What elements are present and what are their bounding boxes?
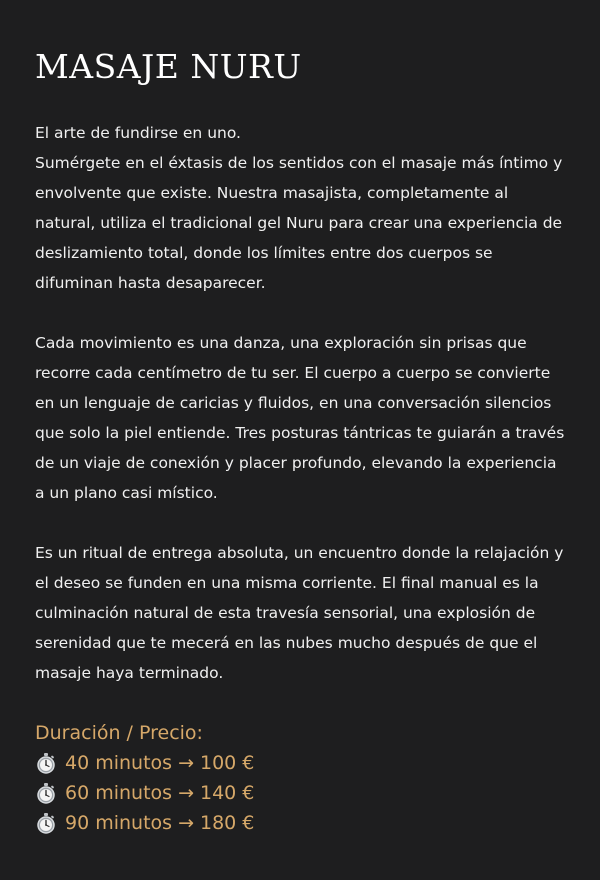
movement-text: Cada movimiento es una danza, una exploración sin prisas que recorre cada centímetro de tu ser. El cuerpo a cuerpo se convierte en un lenguaje de caricias y fluidos, en una conversación silencios que solo la piel entiende. Tres posturas tántricas te guiarán a través de un viaje de conexión y placer profundo, elevando la experiencia a un plano casi místico. xyxy=(35,334,565,502)
arrow-glyph: → xyxy=(178,782,194,804)
content xyxy=(35,44,570,838)
intro-tagline: El arte de fundirse en uno. xyxy=(35,124,241,142)
price-option-40 xyxy=(35,748,570,778)
duration-label: 40 minutos xyxy=(65,752,173,774)
page-title: MASAJE NURU xyxy=(35,47,302,86)
duration-label: 90 minutos xyxy=(65,812,173,834)
paragraph-intro xyxy=(35,118,570,298)
paragraph-movement xyxy=(35,328,570,508)
price-option-90 xyxy=(35,808,570,838)
pricing-section xyxy=(35,718,570,838)
stopwatch-icon xyxy=(35,812,57,834)
pricing-heading: Duración / Precio: xyxy=(35,722,203,744)
price-label: 100 € xyxy=(199,752,255,774)
price-option-60 xyxy=(35,778,570,808)
price-label: 140 € xyxy=(199,782,255,804)
ritual-text: Es un ritual de entrega absoluta, un encuentro donde la relajación y el deseo se funden en una misma corriente. El final manual es la culminación natural de esta travesía sensorial, una explosión de serenidad que te mecerá en las nubes mucho después de que el masaje haya terminado. xyxy=(35,544,564,682)
price-label: 180 € xyxy=(199,812,255,834)
arrow-glyph: → xyxy=(178,752,194,774)
duration-label: 60 minutos xyxy=(65,782,173,804)
paragraph-ritual xyxy=(35,538,570,688)
arrow-glyph: → xyxy=(178,812,194,834)
stopwatch-icon xyxy=(35,752,57,774)
stopwatch-icon xyxy=(35,782,57,804)
intro-text: Sumérgete en el éxtasis de los sentidos con el masaje más íntimo y envolvente que existe. Nuestra masajista, completamente al natural, utiliza el tradicional gel Nuru para crear una experiencia de deslizamiento total, donde los límites entre dos cuerpos se difuminan hasta desaparecer. xyxy=(35,154,563,292)
